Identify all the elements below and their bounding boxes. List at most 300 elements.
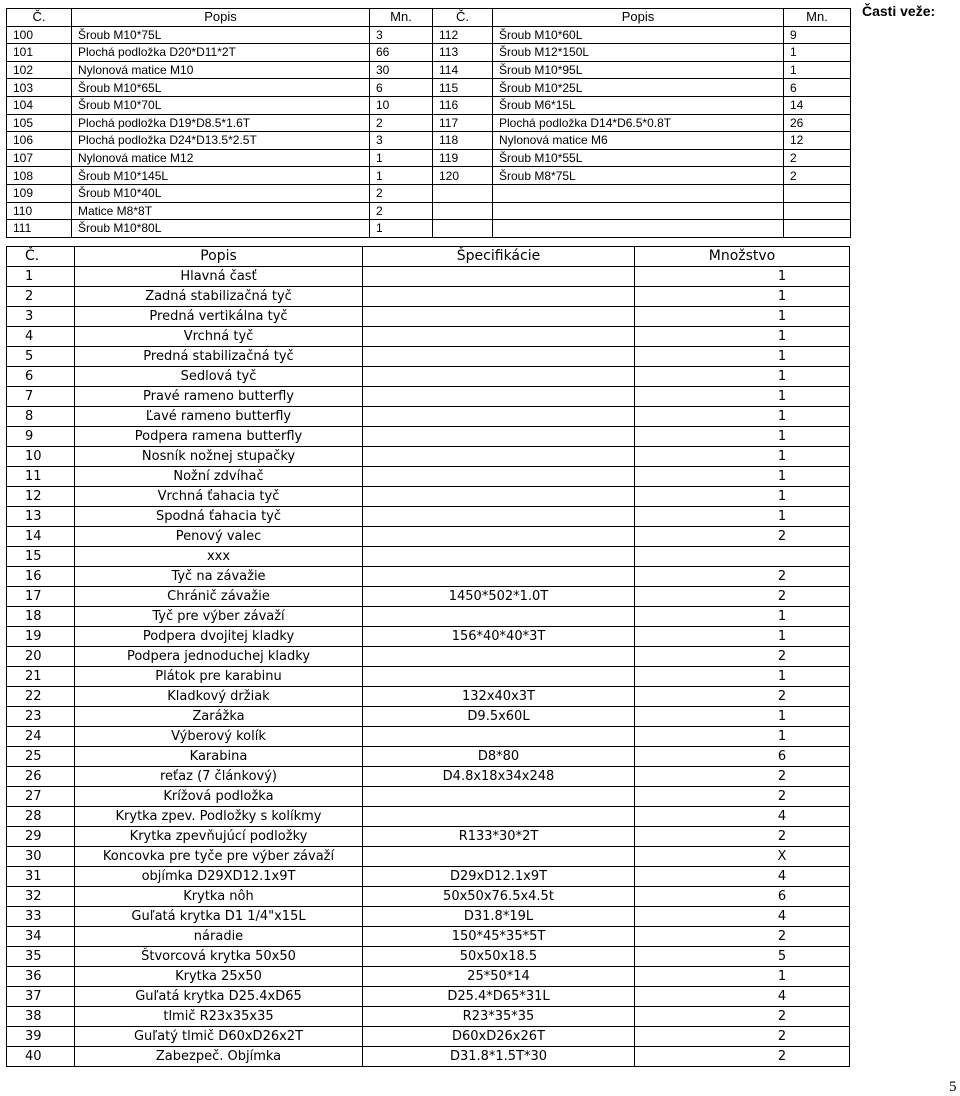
table-cell: 116 (433, 96, 493, 114)
table-row (7, 787, 850, 807)
table-row (7, 487, 850, 507)
table-cell: 26 (784, 114, 851, 132)
table-cell: 107 (7, 149, 72, 167)
table-cell (363, 287, 635, 307)
table-cell: 106 (7, 132, 72, 150)
table-cell: Šroub M10*75L (72, 26, 370, 44)
table-row (7, 967, 850, 987)
table-cell: Hlavná časť (75, 267, 363, 287)
table-cell (363, 307, 635, 327)
table-row (7, 132, 851, 150)
table-cell: Guľatá krytka D25.4xD65 (75, 987, 363, 1007)
table-cell (363, 407, 635, 427)
table-row (7, 907, 850, 927)
column-header: Č. (433, 9, 493, 27)
table-header-row (7, 247, 850, 267)
table-cell: 22 (7, 687, 75, 707)
table-row (7, 807, 850, 827)
table-cell: Podpera jednoduchej kladky (75, 647, 363, 667)
table-cell: Podpera dvojitej kladky (75, 627, 363, 647)
table-cell: 1 (635, 667, 850, 687)
table-cell: Šroub M10*80L (72, 220, 370, 238)
table-cell: 7 (7, 387, 75, 407)
table-cell: 2 (370, 202, 433, 220)
table-row (7, 647, 850, 667)
table-cell: Zadná stabilizačná tyč (75, 287, 363, 307)
table-cell: 4 (7, 327, 75, 347)
table-cell: D4.8x18x34x248 (363, 767, 635, 787)
table-cell: 1 (635, 967, 850, 987)
table-cell: 27 (7, 787, 75, 807)
column-header: Č. (7, 9, 72, 27)
table-cell (363, 727, 635, 747)
main-parts-table (6, 246, 850, 1067)
table-cell: 2 (635, 1007, 850, 1027)
table-cell: Vrchná ťahacia tyč (75, 487, 363, 507)
table-cell: 1 (635, 447, 850, 467)
table-cell: 1 (635, 627, 850, 647)
table-cell: R133*30*2T (363, 827, 635, 847)
table-cell: 25 (7, 747, 75, 767)
table-cell: Nosník nožnej stupačky (75, 447, 363, 467)
table-cell: Šroub M8*75L (493, 167, 784, 185)
table-cell: 50x50x18.5 (363, 947, 635, 967)
table-cell: náradie (75, 927, 363, 947)
table-cell: 118 (433, 132, 493, 150)
table-cell: 2 (7, 287, 75, 307)
column-header: Špecifikácie (363, 247, 635, 267)
table-row (7, 307, 850, 327)
table-cell: D29xD12.1x9T (363, 867, 635, 887)
table-row (7, 287, 850, 307)
table-cell: 36 (7, 967, 75, 987)
table-cell: 2 (370, 114, 433, 132)
table-cell: 8 (7, 407, 75, 427)
table-cell: 30 (370, 61, 433, 79)
table-cell: 30 (7, 847, 75, 867)
table-cell (363, 847, 635, 867)
table-cell: Krytka 25x50 (75, 967, 363, 987)
table-cell: xxx (75, 547, 363, 567)
table-cell: Vrchná tyč (75, 327, 363, 347)
table-cell: Štvorcová krytka 50x50 (75, 947, 363, 967)
table-cell: 50x50x76.5x4.5t (363, 887, 635, 907)
table-cell: 2 (635, 1027, 850, 1047)
table-cell: Spodná ťahacia tyč (75, 507, 363, 527)
table-cell: 150*45*35*5T (363, 927, 635, 947)
table-cell: 1 (635, 367, 850, 387)
table-cell: 1 (635, 307, 850, 327)
table-cell: 1 (370, 220, 433, 238)
table-row (7, 507, 850, 527)
table-cell: 12 (7, 487, 75, 507)
table-cell: 1 (784, 44, 851, 62)
table-row (7, 367, 850, 387)
column-header: Mn. (370, 9, 433, 27)
table-cell: 2 (370, 184, 433, 202)
table-cell (363, 647, 635, 667)
table-cell: 104 (7, 96, 72, 114)
table-cell: 10 (7, 447, 75, 467)
table-cell: 24 (7, 727, 75, 747)
table-cell: 110 (7, 202, 72, 220)
table-cell: 111 (7, 220, 72, 238)
table-cell: Krížová podložka (75, 787, 363, 807)
table-cell: Sedlová tyč (75, 367, 363, 387)
table-cell: 1 (635, 327, 850, 347)
table-row (7, 547, 850, 567)
table-row (7, 202, 851, 220)
table-cell: 1 (635, 467, 850, 487)
table-row (7, 847, 850, 867)
table-cell: 109 (7, 184, 72, 202)
table-cell: Plochá podložka D20*D11*2T (72, 44, 370, 62)
table-cell: Plátok pre karabinu (75, 667, 363, 687)
table-cell: 120 (433, 167, 493, 185)
table-row (7, 267, 850, 287)
table-cell: 19 (7, 627, 75, 647)
table-cell: 37 (7, 987, 75, 1007)
table-cell: 3 (7, 307, 75, 327)
column-header: Popis (72, 9, 370, 27)
table-cell: 14 (7, 527, 75, 547)
table-cell: 105 (7, 114, 72, 132)
table-cell: Krytka zpevňujúcí podložky (75, 827, 363, 847)
column-header: Č. (7, 247, 75, 267)
column-header: Popis (75, 247, 363, 267)
table-row (7, 707, 850, 727)
table-cell: Nylonová matice M10 (72, 61, 370, 79)
table-cell: Tyč pre výber závaží (75, 607, 363, 627)
table-cell: 119 (433, 149, 493, 167)
table-cell (433, 184, 493, 202)
table-row (7, 927, 850, 947)
table-cell: reťaz (7 článkový) (75, 767, 363, 787)
table-cell (493, 220, 784, 238)
table-cell: Nožní zdvíhač (75, 467, 363, 487)
table-cell: 38 (7, 1007, 75, 1027)
table-cell: 115 (433, 79, 493, 97)
table-row (7, 61, 851, 79)
table-cell: D31.8*19L (363, 907, 635, 927)
table-cell: 1 (635, 507, 850, 527)
table-row (7, 96, 851, 114)
table-row (7, 667, 850, 687)
table-cell: 1 (635, 707, 850, 727)
table-cell: 113 (433, 44, 493, 62)
table-cell: X (635, 847, 850, 867)
table-cell: Šroub M6*15L (493, 96, 784, 114)
table-cell: 2 (635, 647, 850, 667)
table-row (7, 567, 850, 587)
table-cell: 108 (7, 167, 72, 185)
table-cell: Krytka nôh (75, 887, 363, 907)
table-cell: D8*80 (363, 747, 635, 767)
table-cell: 5 (7, 347, 75, 367)
table-cell: 10 (370, 96, 433, 114)
table-cell: 6 (370, 79, 433, 97)
table-cell: R23*35*35 (363, 1007, 635, 1027)
table-cell: Šroub M10*65L (72, 79, 370, 97)
table-cell: 1 (635, 607, 850, 627)
table-cell (363, 607, 635, 627)
table-cell: Nylonová matice M12 (72, 149, 370, 167)
table-cell: 2 (635, 767, 850, 787)
table-cell: 20 (7, 647, 75, 667)
table-cell: Guľatý tlmič D60xD26x2T (75, 1027, 363, 1047)
table-row (7, 347, 850, 367)
table-row (7, 727, 850, 747)
table-cell (493, 202, 784, 220)
table-cell: 1 (635, 727, 850, 747)
column-header: Množstvo (635, 247, 850, 267)
table-cell: 35 (7, 947, 75, 967)
table-row (7, 26, 851, 44)
table-row (7, 220, 851, 238)
table-cell (363, 567, 635, 587)
table-cell: 2 (784, 167, 851, 185)
table-cell (363, 387, 635, 407)
table-cell: 23 (7, 707, 75, 727)
page-number: 5 (949, 1079, 957, 1095)
table-cell: 6 (635, 887, 850, 907)
table-cell: 13 (7, 507, 75, 527)
table-cell: Nylonová matice M6 (493, 132, 784, 150)
table-cell: 1 (635, 407, 850, 427)
table-cell (363, 447, 635, 467)
section-title: Časti veže: (862, 3, 936, 19)
table-cell: 156*40*40*3T (363, 627, 635, 647)
table-cell: 4 (635, 807, 850, 827)
table-row (7, 387, 850, 407)
column-header: Popis (493, 9, 784, 27)
table-cell: Predná stabilizačná tyč (75, 347, 363, 367)
table-cell: Koncovka pre tyče pre výber závaží (75, 847, 363, 867)
table-cell: Plochá podložka D24*D13.5*2.5T (72, 132, 370, 150)
table-cell: 40 (7, 1047, 75, 1067)
table-cell: Kladkový držiak (75, 687, 363, 707)
table-cell: 2 (635, 587, 850, 607)
table-cell: Krytka zpev. Podložky s kolíkmy (75, 807, 363, 827)
table-cell (433, 220, 493, 238)
table-cell: Guľatá krytka D1 1/4"x15L (75, 907, 363, 927)
table-cell: 1 (635, 487, 850, 507)
table-row (7, 607, 850, 627)
table-cell: 9 (784, 26, 851, 44)
table-cell: 1 (635, 427, 850, 447)
table-cell: 17 (7, 587, 75, 607)
table-cell: 21 (7, 667, 75, 687)
table-cell: 101 (7, 44, 72, 62)
table-cell: 15 (7, 547, 75, 567)
table-cell: Pravé rameno butterfly (75, 387, 363, 407)
table-cell (363, 527, 635, 547)
table-cell: 1 (635, 347, 850, 367)
table-row (7, 467, 850, 487)
table-row (7, 987, 850, 1007)
table-cell: 33 (7, 907, 75, 927)
table-row (7, 447, 850, 467)
table-row (7, 149, 851, 167)
table-row (7, 167, 851, 185)
table-cell: Chránič závažie (75, 587, 363, 607)
table-row (7, 867, 850, 887)
table-cell: Šroub M10*70L (72, 96, 370, 114)
table-cell: D60xD26x26T (363, 1027, 635, 1047)
table-cell: Šroub M10*40L (72, 184, 370, 202)
table-row (7, 44, 851, 62)
table-cell: 1 (370, 167, 433, 185)
table-cell: Šroub M10*55L (493, 149, 784, 167)
table-cell: 2 (635, 927, 850, 947)
table-row (7, 947, 850, 967)
table-cell: 26 (7, 767, 75, 787)
table-cell: 3 (370, 26, 433, 44)
table-cell (363, 347, 635, 367)
table-cell: 2 (784, 149, 851, 167)
table-row (7, 687, 850, 707)
table-cell: 117 (433, 114, 493, 132)
table-cell: 9 (7, 427, 75, 447)
table-row (7, 747, 850, 767)
table-cell: 25*50*14 (363, 967, 635, 987)
table-cell: 1 (7, 267, 75, 287)
table-cell: 2 (635, 527, 850, 547)
table-cell: Výberový kolík (75, 727, 363, 747)
table-cell: 6 (7, 367, 75, 387)
table-cell (363, 507, 635, 527)
table-cell: 1450*502*1.0T (363, 587, 635, 607)
table-cell: 31 (7, 867, 75, 887)
table-cell: 114 (433, 61, 493, 79)
table-cell: 16 (7, 567, 75, 587)
table-cell: Karabina (75, 747, 363, 767)
table-cell: Plochá podložka D14*D6.5*0.8T (493, 114, 784, 132)
column-header: Mn. (784, 9, 851, 27)
table-cell: 1 (635, 267, 850, 287)
table-cell: 2 (635, 567, 850, 587)
table-cell: Penový valec (75, 527, 363, 547)
table-cell: Matice M8*8T (72, 202, 370, 220)
table-cell (363, 667, 635, 687)
table-cell: 4 (635, 867, 850, 887)
table-row (7, 407, 850, 427)
table-cell: Plochá podložka D19*D8.5*1.6T (72, 114, 370, 132)
table-row (7, 1027, 850, 1047)
table-cell: Šroub M10*145L (72, 167, 370, 185)
table-cell: 11 (7, 467, 75, 487)
table-cell (784, 202, 851, 220)
table-cell: Tyč na závažie (75, 567, 363, 587)
table-cell (635, 547, 850, 567)
table-cell: 2 (635, 687, 850, 707)
table-cell: 3 (370, 132, 433, 150)
table-cell: 1 (635, 287, 850, 307)
table-cell: Šroub M10*95L (493, 61, 784, 79)
table-row (7, 1047, 850, 1067)
table-cell: 4 (635, 987, 850, 1007)
table-row (7, 827, 850, 847)
table-cell: 18 (7, 607, 75, 627)
table-cell: 5 (635, 947, 850, 967)
table-row (7, 767, 850, 787)
table-cell: 29 (7, 827, 75, 847)
table-cell: Zabezpeč. Objímka (75, 1047, 363, 1067)
table-cell: D31.8*1.5T*30 (363, 1047, 635, 1067)
table-cell: 2 (635, 827, 850, 847)
table-cell: Šroub M10*25L (493, 79, 784, 97)
table-cell (784, 220, 851, 238)
table-cell: 4 (635, 907, 850, 927)
table-cell (363, 547, 635, 567)
table-cell (363, 787, 635, 807)
table-cell: D25.4*D65*31L (363, 987, 635, 1007)
table-cell: 39 (7, 1027, 75, 1047)
table-row (7, 327, 850, 347)
table-cell: 12 (784, 132, 851, 150)
table-cell (433, 202, 493, 220)
table-cell: 2 (635, 1047, 850, 1067)
table-cell (363, 807, 635, 827)
table-cell: 112 (433, 26, 493, 44)
table-cell: objímka D29XD12.1x9T (75, 867, 363, 887)
table-row (7, 587, 850, 607)
table-cell: Zarážka (75, 707, 363, 727)
table-cell: 132x40x3T (363, 687, 635, 707)
table-cell: 1 (370, 149, 433, 167)
table-cell: 103 (7, 79, 72, 97)
table-cell: 6 (635, 747, 850, 767)
table-cell: 34 (7, 927, 75, 947)
table-cell (784, 184, 851, 202)
table-cell: tlmič R23x35x35 (75, 1007, 363, 1027)
table-cell: Predná vertikálna tyč (75, 307, 363, 327)
table-cell: Šroub M10*60L (493, 26, 784, 44)
table-row (7, 1007, 850, 1027)
table-cell: 1 (784, 61, 851, 79)
table-cell (363, 327, 635, 347)
table-cell: Ľavé rameno butterfly (75, 407, 363, 427)
table-row (7, 887, 850, 907)
table-cell: D9.5x60L (363, 707, 635, 727)
table-cell: 100 (7, 26, 72, 44)
table-row (7, 114, 851, 132)
table-row (7, 184, 851, 202)
table-header-row (7, 9, 851, 27)
table-cell (363, 267, 635, 287)
table-cell (363, 367, 635, 387)
table-row (7, 427, 850, 447)
table-cell: 1 (635, 387, 850, 407)
table-cell (363, 427, 635, 447)
table-cell: 28 (7, 807, 75, 827)
hardware-parts-table (6, 8, 851, 238)
table-row (7, 527, 850, 547)
table-cell: Podpera ramena butterfly (75, 427, 363, 447)
table-row (7, 79, 851, 97)
table-cell: 2 (635, 787, 850, 807)
table-cell: 14 (784, 96, 851, 114)
table-cell (363, 467, 635, 487)
table-cell (363, 487, 635, 507)
table-cell: 6 (784, 79, 851, 97)
table-cell: 66 (370, 44, 433, 62)
table-cell (493, 184, 784, 202)
table-cell: 32 (7, 887, 75, 907)
table-cell: 102 (7, 61, 72, 79)
table-cell: Šroub M12*150L (493, 44, 784, 62)
table-row (7, 627, 850, 647)
